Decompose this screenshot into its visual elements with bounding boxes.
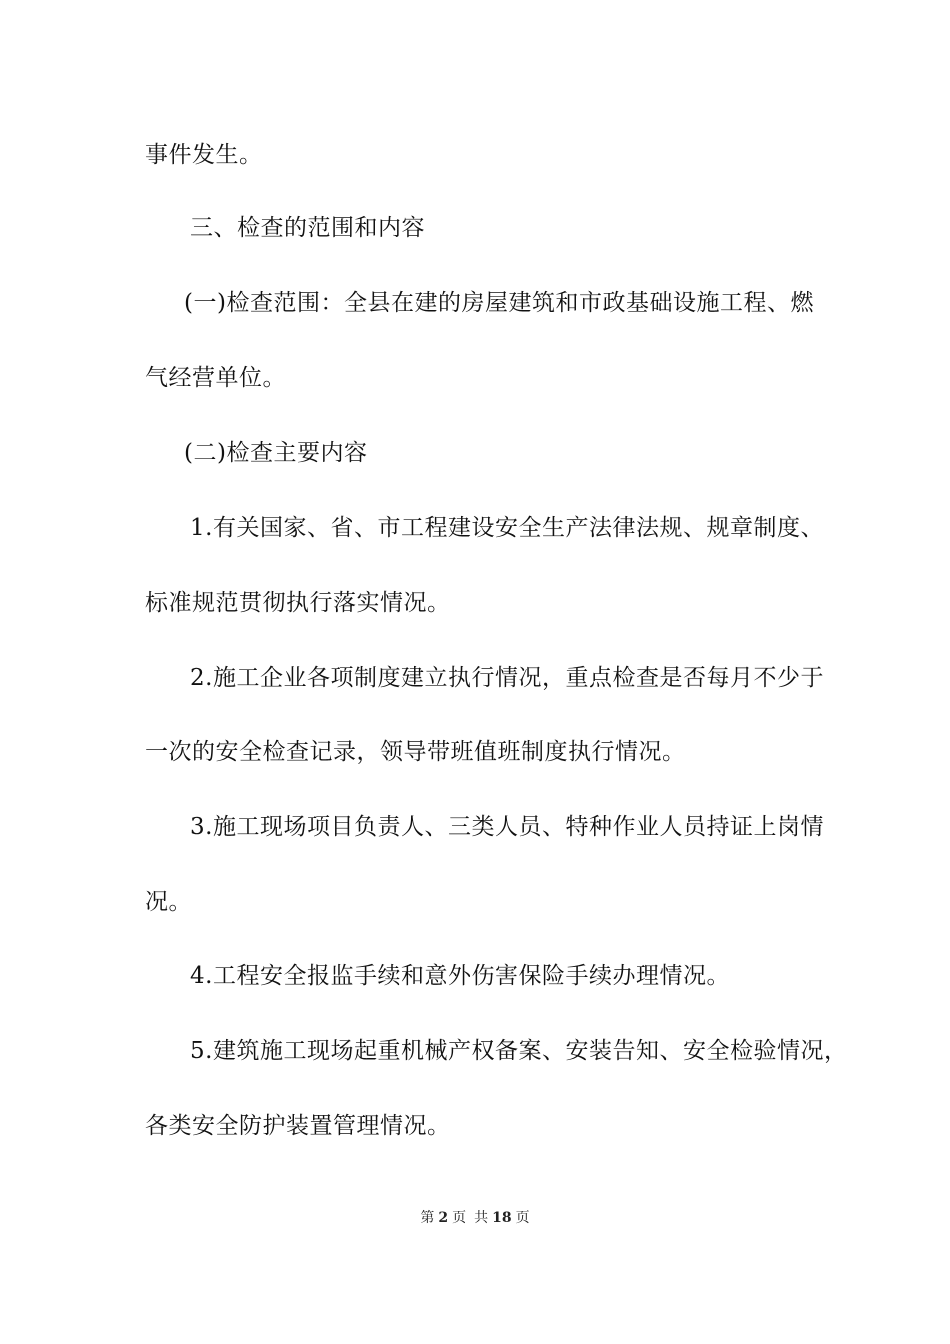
subsection-scope-line-1: (一)检查范围：全县在建的房屋建筑和市政基础设施工程、燃 (184, 290, 814, 316)
item-2-line-1: 2.施工企业各项制度建立执行情况，重点检查是否每月不少于 (190, 665, 824, 691)
item-4-line-1: 4.工程安全报监手续和意外伤害保险手续办理情况。 (190, 963, 730, 989)
footer-total-pages: 18 (492, 1210, 512, 1226)
item-3-line-2: 况。 (145, 889, 192, 915)
page-footer (0, 1208, 950, 1228)
footer-suffix: 页 (515, 1210, 530, 1226)
footer-page-word: 页 (452, 1210, 467, 1226)
item-3-line-1: 3.施工现场项目负责人、三类人员、特种作业人员持证上岗情 (190, 814, 824, 840)
item-1-line-1: 1.有关国家、省、市工程建设安全生产法律法规、规章制度、 (190, 515, 824, 541)
subsection-scope-line-2: 气经营单位。 (145, 365, 286, 391)
subsection-content-heading: (二)检查主要内容 (184, 440, 368, 466)
item-2-line-2: 一次的安全检查记录，领导带班值班制度执行情况。 (145, 739, 686, 765)
item-5-line-1: 5.建筑施工现场起重机械产权备案、安装告知、安全检验情况， (190, 1038, 848, 1064)
item-5-line-2: 各类安全防护装置管理情况。 (145, 1113, 451, 1139)
item-1-line-2: 标准规范贯彻执行落实情况。 (145, 590, 451, 616)
section-heading-3: 三、检查的范围和内容 (190, 215, 425, 241)
footer-total-word: 共 (474, 1210, 489, 1226)
footer-prefix: 第 (420, 1210, 435, 1226)
paragraph-line-1: 事件发生。 (145, 142, 263, 168)
footer-current-page: 2 (438, 1210, 449, 1226)
